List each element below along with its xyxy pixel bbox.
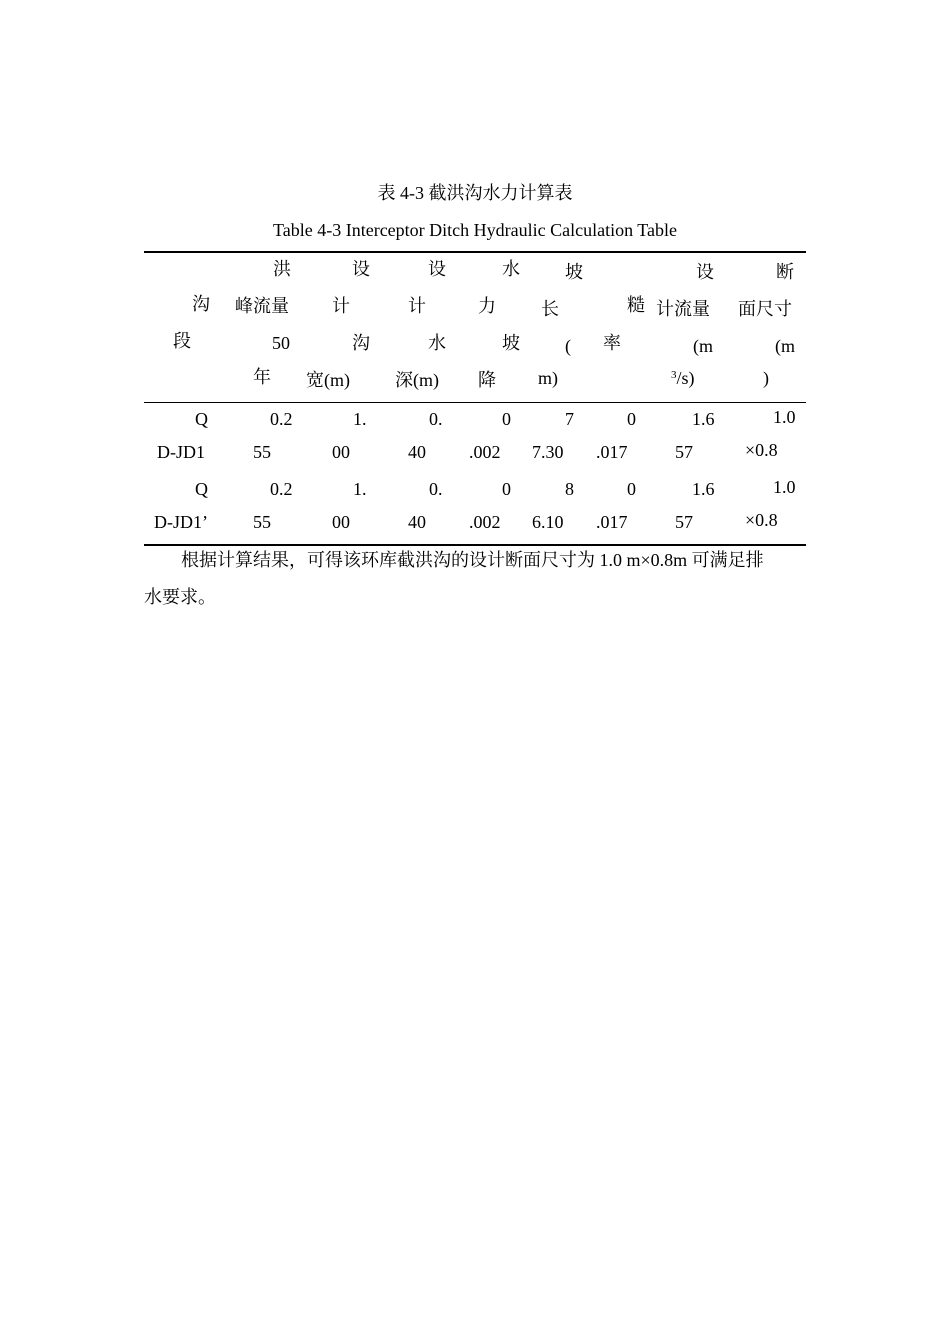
- table-header-rule: [144, 402, 806, 403]
- header-slope-length-line3: (: [565, 336, 571, 356]
- table-cell: ×0.8: [745, 510, 778, 530]
- table-cell: ×0.8: [745, 440, 778, 460]
- table-cell: 1.0: [773, 407, 796, 427]
- header-flood-line2: 峰流量: [235, 296, 289, 316]
- header-design-flow-line3: (m: [693, 336, 713, 356]
- table-cell: 00: [332, 512, 350, 532]
- table-cell: 55: [253, 442, 271, 462]
- header-depth-line2: 计: [408, 296, 426, 316]
- header-gouduan-line2: 段: [173, 331, 191, 351]
- table-cell: Q: [195, 479, 208, 499]
- header-slope-length-line1: 坡: [565, 262, 583, 282]
- header-gradient-line1: 水: [502, 259, 520, 279]
- table-cell: .017: [596, 442, 628, 462]
- table-bottom-rule: [144, 544, 806, 546]
- header-slope-length-line4: m): [538, 368, 558, 388]
- header-flood-line1: 洪: [273, 259, 291, 279]
- table-cell: 57: [675, 512, 693, 532]
- header-gouduan-line1: 沟: [192, 294, 210, 314]
- table-caption-en: Table 4-3 Interceptor Ditch Hydraulic Calculation Table: [273, 220, 677, 240]
- header-roughness-line2: 率: [603, 333, 621, 353]
- table-cell: 57: [675, 442, 693, 462]
- table-cell: 40: [408, 442, 426, 462]
- header-slope-length-line2: 长: [541, 299, 559, 319]
- table-cell: Q: [195, 409, 208, 429]
- header-width-line3: 沟: [352, 333, 370, 353]
- header-design-flow-line1: 设: [696, 262, 714, 282]
- header-depth-line4: 深(m): [395, 370, 439, 390]
- table-cell: 1.: [353, 409, 367, 429]
- body-paragraph-line1: 根据计算结果，可得该环库截洪沟的设计断面尺寸为 1.0 m×0.8m 可满足排: [181, 550, 764, 570]
- table-cell: .002: [469, 442, 501, 462]
- header-gradient-line4: 降: [478, 370, 496, 390]
- header-section-size-line4: ): [763, 368, 769, 388]
- table-cell: 0.: [429, 409, 443, 429]
- table-cell: 1.: [353, 479, 367, 499]
- table-cell: 1.6: [692, 409, 715, 429]
- header-width-line4: 宽(m): [306, 370, 350, 390]
- header-section-size-line1: 断: [776, 262, 794, 282]
- header-depth-line3: 水: [428, 333, 446, 353]
- table-cell: .002: [469, 512, 501, 532]
- header-roughness-line1: 糙: [627, 295, 645, 315]
- table-cell: D-JD1’: [154, 512, 208, 532]
- header-depth-line1: 设: [428, 259, 446, 279]
- table-cell: 7: [565, 409, 574, 429]
- table-cell: 0.2: [270, 479, 293, 499]
- body-paragraph-line2: 水要求。: [144, 587, 216, 607]
- table-cell: D-JD1: [157, 442, 205, 462]
- header-design-flow-line2: 计流量: [656, 299, 710, 319]
- header-design-flow-line4: [671, 367, 695, 389]
- table-cell: 40: [408, 512, 426, 532]
- table-cell: 55: [253, 512, 271, 532]
- table-cell: 00: [332, 442, 350, 462]
- header-flood-line3: 50: [272, 333, 290, 353]
- header-design-flow-unit: /s): [676, 368, 695, 388]
- header-gradient-line3: 坡: [502, 333, 520, 353]
- table-cell: .017: [596, 512, 628, 532]
- header-flood-line4: 年: [253, 367, 271, 387]
- table-cell: 0.: [429, 479, 443, 499]
- table-cell: 6.10: [532, 512, 564, 532]
- table-caption-zh: 表 4-3 截洪沟水力计算表: [377, 183, 573, 203]
- table-cell: 8: [565, 479, 574, 499]
- table-cell: 1.6: [692, 479, 715, 499]
- table-cell: 1.0: [773, 477, 796, 497]
- table-top-rule: [144, 251, 806, 253]
- header-design-flow-superscript: 3: [671, 369, 677, 381]
- header-section-size-line3: (m: [775, 336, 795, 356]
- table-cell: 0: [502, 479, 511, 499]
- header-gradient-line2: 力: [478, 296, 496, 316]
- table-cell: 0: [502, 409, 511, 429]
- header-section-size-line2: 面尺寸: [738, 299, 792, 319]
- table-cell: 0: [627, 479, 636, 499]
- header-width-line2: 计: [332, 296, 350, 316]
- table-cell: 7.30: [532, 442, 564, 462]
- table-cell: 0: [627, 409, 636, 429]
- header-width-line1: 设: [352, 259, 370, 279]
- table-cell: 0.2: [270, 409, 293, 429]
